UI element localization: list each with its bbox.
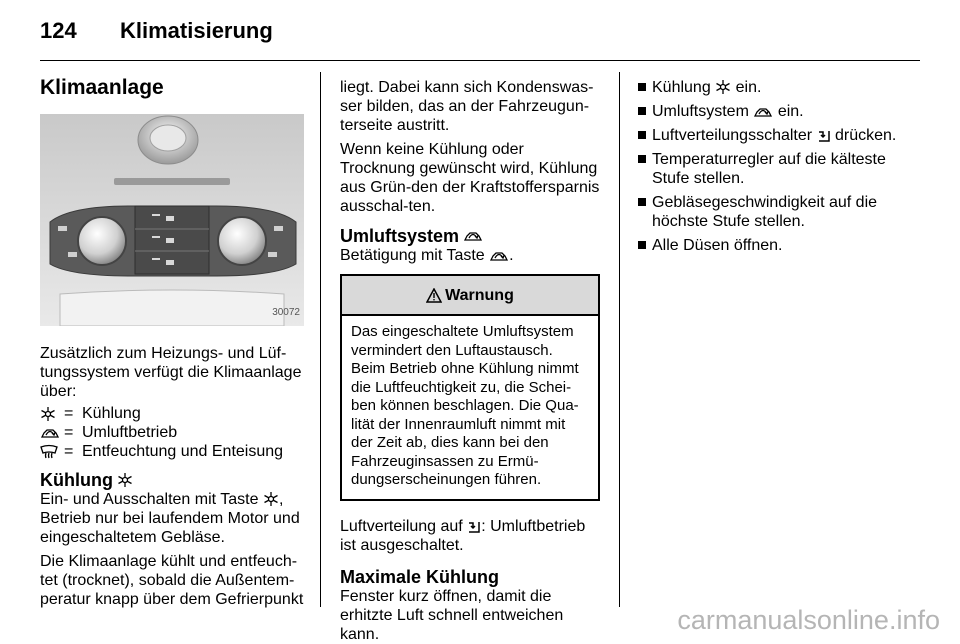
distribution-text-b: : Umluftbetrieb ist ausgeschaltet. — [340, 517, 586, 554]
step-text: Umluftsystem — [652, 103, 749, 120]
step-text: Alle Düsen öffnen. — [652, 237, 783, 254]
header-rule — [40, 60, 920, 61]
list-item — [637, 126, 920, 145]
warning-title: Warnung — [445, 286, 514, 304]
cooling-paragraph-1 — [40, 490, 304, 547]
max-cooling-steps — [637, 78, 920, 255]
warning-box — [340, 274, 600, 501]
chapter-title: Klimatisierung — [120, 18, 273, 43]
page-header — [40, 18, 273, 44]
warning-header — [342, 276, 598, 316]
section-title: Klimaanlage — [40, 76, 164, 99]
legend-label-cooling: Kühlung — [82, 405, 141, 422]
column-divider — [619, 72, 620, 607]
climate-control-photo — [40, 114, 304, 326]
warning-triangle-icon — [426, 288, 442, 303]
recirculation-text — [340, 246, 602, 265]
recirculation-icon — [463, 229, 483, 243]
cooling-off-text: Wenn keine Kühlung oder Trocknung gewünscht wird, Kühlung aus Grün-den der Kraftstoffersparnis ausschal-ten. — [340, 141, 600, 215]
recirculation-icon — [40, 423, 64, 442]
snowflake-icon — [263, 491, 279, 507]
recirculation-icon — [489, 249, 509, 263]
warning-text: Das eingeschaltete Umluftsystem vermindert den Luftaustausch. Beim Betrieb ohne Kühlung nimmt die Luftfeuchtigkeit zu, die Schei-ben können beschlagen. Die Qua-lität der Innenraumluft nimmt mit der Zeit ab, dies kann bei den Fahrzeuginsassen zu Ermü-dungserscheinungen führen. — [351, 323, 579, 488]
snowflake-icon — [715, 79, 731, 95]
air-distribution-icon — [817, 129, 831, 143]
cooling-title: Kühlung — [40, 470, 113, 490]
step-suffix: drücken. — [835, 127, 897, 144]
legend-eq: = — [64, 424, 74, 441]
step-suffix: ein. — [735, 79, 762, 96]
cooling-heading — [40, 470, 304, 490]
step-text: Kühlung — [652, 79, 711, 96]
step-text: Gebläsegeschwindigkeit auf die höchste Stufe stellen. — [652, 194, 878, 230]
figure-code: 30072 — [272, 307, 300, 318]
air-distribution-text — [340, 517, 602, 555]
continued-text: liegt. Dabei kann sich Kondenswas-ser bilden, das an der Fahrzeugun-terseite austritt. — [340, 79, 594, 134]
column-2 — [340, 78, 602, 644]
recirculation-title: Umluftsystem — [340, 226, 460, 246]
list-item — [637, 150, 920, 188]
air-distribution-icon — [467, 520, 481, 534]
column-3 — [637, 78, 920, 260]
recirculation-text-a: Betätigung mit Taste — [340, 247, 485, 264]
step-text: Luftverteilungsschalter — [652, 127, 813, 144]
control-panel-illustration — [40, 114, 304, 326]
legend-eq: = — [64, 405, 74, 422]
recirculation-text-b: . — [509, 247, 514, 264]
page-number: 124 — [40, 18, 77, 43]
list-item — [637, 193, 920, 231]
column-divider — [320, 72, 321, 607]
max-cooling-heading: Maximale Kühlung — [340, 566, 500, 587]
defrost-icon — [40, 442, 64, 461]
snowflake-icon — [117, 472, 133, 488]
snowflake-icon — [40, 404, 64, 423]
cooling-text-a: Ein- und Ausschalten mit Taste — [40, 491, 259, 508]
recirculation-icon — [753, 105, 773, 119]
list-item — [637, 78, 920, 97]
watermark: carmanualsonline.info — [677, 605, 940, 635]
column-1 — [40, 76, 304, 609]
list-item — [637, 236, 920, 255]
cooling-paragraph-2: Die Klimaanlage kühlt und entfeuch-tet (trocknet), sobald die Außentem-peratur knapp über dem Gefrierpunkt — [40, 553, 304, 608]
distribution-text-a: Luftverteilung auf — [340, 517, 463, 535]
step-suffix: ein. — [777, 103, 804, 120]
legend-label-recirculation: Umluftbetrieb — [82, 424, 178, 441]
cooling-text-b: , Betrieb nur bei laufendem Motor und eingeschaltetem Gebläse. — [40, 491, 300, 546]
recirculation-heading — [340, 226, 602, 246]
legend-label-defrost: Entfeuchtung und Enteisung — [82, 443, 284, 460]
max-cooling-text: Fenster kurz öffnen, damit die erhitzte Luft schnell entweichen kann. — [340, 587, 564, 643]
legend-eq: = — [64, 443, 74, 460]
list-item — [637, 102, 920, 121]
intro-text: Zusätzlich zum Heizungs- und Lüf-tungssystem verfügt die Klimaanlage über: — [40, 345, 302, 400]
icon-legend — [40, 404, 304, 461]
step-text: Temperaturregler auf die kälteste Stufe stellen. — [652, 151, 886, 187]
